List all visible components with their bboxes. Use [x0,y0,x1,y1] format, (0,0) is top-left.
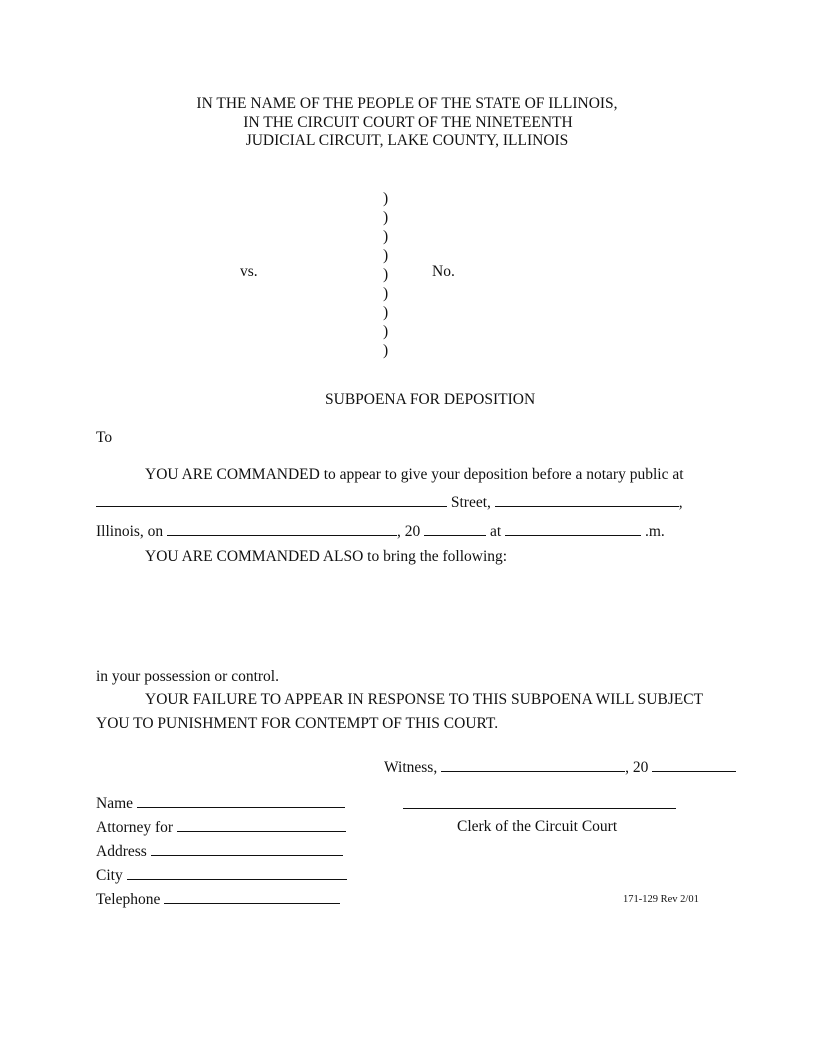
caption-paren: ) [383,285,389,302]
time-blank[interactable] [505,522,641,536]
witness-label: Witness, [384,759,438,776]
location-blank[interactable] [96,493,447,507]
city-label: City [96,867,123,884]
illinois-on-label: Illinois, on [96,523,164,540]
am-pm-suffix: .m. [644,523,665,540]
attorney-for-blank[interactable] [177,818,346,832]
street-comma: , [678,494,683,511]
caption-paren: ) [383,209,389,226]
city-row [96,866,347,885]
court-header-line-3: JUDICIAL CIRCUIT, LAKE COUNTY, ILLINOIS [245,132,569,149]
clerk-label: Clerk of the Circuit Court [457,818,618,835]
court-header-line-2: IN THE CIRCUIT COURT OF THE NINETEENTH [243,114,573,131]
attorney-name-row [96,794,345,813]
caption-paren: ) [383,247,389,264]
name-blank[interactable] [137,794,345,808]
failure-warning-line-1: YOUR FAILURE TO APPEAR IN RESPONSE TO THIS SUBPOENA WILL SUBJECT [145,691,704,708]
possession-line: in your possession or control. [96,668,279,685]
telephone-blank[interactable] [164,890,340,904]
caption-paren: ) [383,342,389,359]
caption-paren: ) [383,266,389,283]
witness-year-prefix: , 20 [625,759,649,776]
street-line [96,493,683,512]
witness-year-blank[interactable] [652,758,736,772]
year-prefix: , 20 [397,523,421,540]
caption-paren: ) [383,323,389,340]
city-blank[interactable] [495,493,679,507]
commanded-also-paragraph: YOU ARE COMMANDED ALSO to bring the following: [145,548,508,565]
attorney-for-label: Attorney for [96,819,174,836]
caption-paren: ) [383,304,389,321]
date-time-line [96,522,665,541]
caption-parenthesis-column [383,189,397,360]
failure-warning-line-2: YOU TO PUNISHMENT FOR CONTEMPT OF THIS COURT. [96,715,499,732]
attorney-for-row [96,818,346,837]
caption-paren: ) [383,228,389,245]
to-label: To [96,429,113,446]
year-blank[interactable] [424,522,486,536]
witness-line [384,758,736,777]
case-number-label: No. [432,263,455,280]
name-label: Name [96,795,134,812]
caption-paren: ) [383,190,389,207]
caption-vs: vs. [240,263,258,280]
court-header-line-1: IN THE NAME OF THE PEOPLE OF THE STATE OF ILLINOIS, [196,95,618,112]
address-row [96,842,343,861]
commanded-paragraph: YOU ARE COMMANDED to appear to give your deposition before a notary public at [145,466,684,483]
telephone-label: Telephone [96,891,161,908]
witness-date-blank[interactable] [441,758,625,772]
document-title: SUBPOENA FOR DEPOSITION [325,391,536,408]
form-number: 171-129 Rev 2/01 [623,894,699,905]
address-blank[interactable] [151,842,343,856]
at-label: at [490,523,502,540]
address-label: Address [96,843,147,860]
date-blank[interactable] [167,522,397,536]
clerk-signature-line[interactable] [403,794,676,809]
city-field-blank[interactable] [127,866,347,880]
telephone-row [96,890,340,909]
street-label: Street, [450,494,491,511]
